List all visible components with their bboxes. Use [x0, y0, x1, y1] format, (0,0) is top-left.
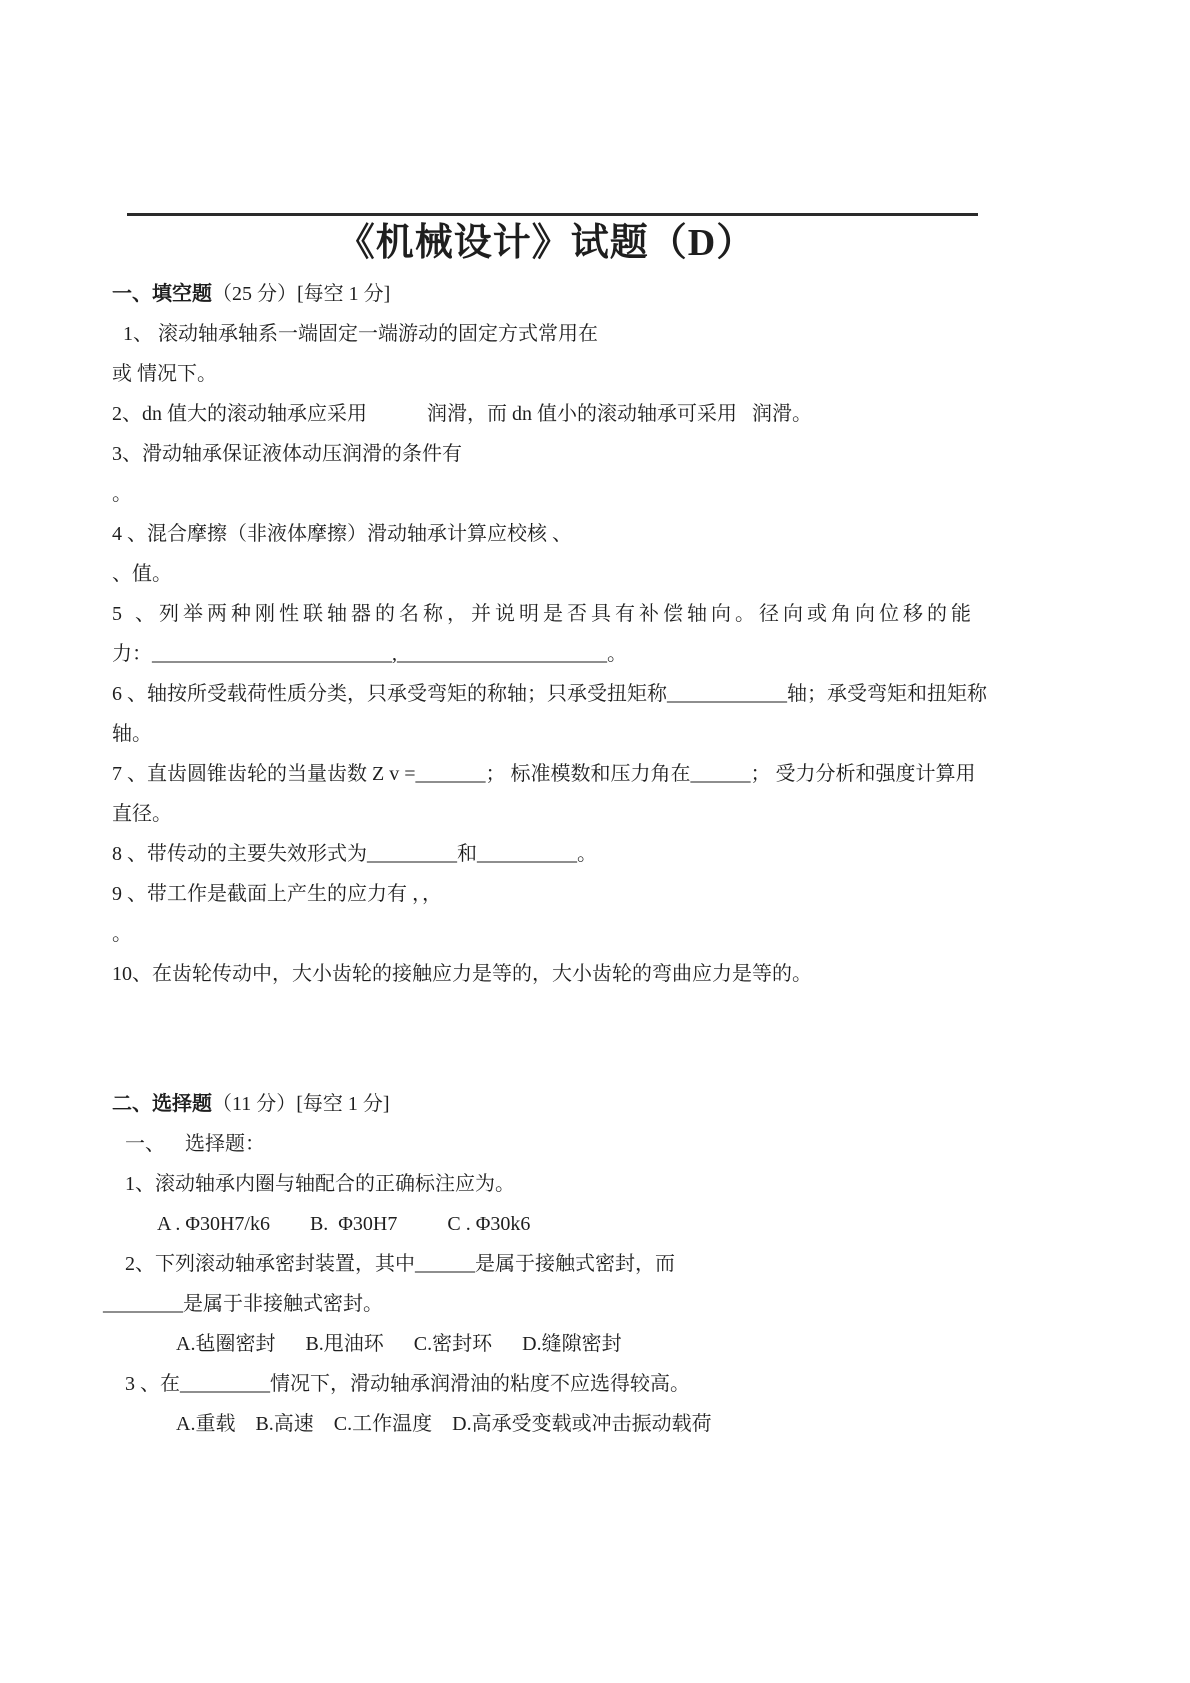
section2-heading-points: （11 分）[每空 1 分] — [212, 1093, 390, 1115]
section1-heading — [112, 274, 980, 314]
section1-heading-label: 一、填空题 — [112, 283, 212, 305]
s1-question9-line1: 9 、带工作是截面上产生的应力有 ，， — [112, 883, 442, 905]
s1-question9-line2: 。 — [112, 923, 132, 945]
s1-question2: 2、dn 值大的滚动轴承应采用 润滑，而 dn 值小的滚动轴承可采用 润滑。 — [112, 403, 812, 425]
s1-question7-line1: 7 、直齿圆锥齿轮的当量齿数 Z v =_______； 标准模数和压力角在______； 受力分析和强度计算用 — [112, 763, 976, 785]
s1-question3-line2: 。 — [112, 483, 132, 505]
exam-title: 《机械设计》试题（D） — [336, 222, 756, 264]
page-content — [103, 213, 987, 1444]
s1-question6-line1: 6 、轴按所受载荷性质分类，只承受弯矩的称轴；只承受扭矩称____________轴；承受弯矩和扭矩称 — [112, 683, 987, 705]
s2-question3: 3 、在_________情况下，滑动轴承润滑油的粘度不应选得较高。 — [125, 1373, 690, 1395]
s2-question1: 1、滚动轴承内圈与轴配合的正确标注应为。 — [125, 1173, 515, 1195]
s1-question5-line2: 力：________________________,_____________________。 — [112, 643, 627, 665]
s1-question4-line1: 4 、混合摩擦（非液体摩擦）滑动轴承计算应校核 、 — [112, 523, 572, 545]
s2-question1-options: A . Φ30H7/k6 B. Φ30H7 C . Φ30k6 — [157, 1213, 531, 1235]
s1-question5-line1: 5 、列举两种刚性联轴器的名称，并说明是否具有补偿轴向。径向或角向位移的能 — [112, 603, 975, 625]
s1-question7-line2: 直径。 — [112, 803, 172, 825]
s2-subheading: 一、 选择题： — [125, 1133, 265, 1155]
s2-question2-options: A.毡圈密封 B.甩油环 C.密封环 D.缝隙密封 — [176, 1333, 622, 1355]
title-rule — [127, 213, 978, 216]
s1-question1-line1: 1、 滚动轴承轴系一端固定一端游动的固定方式常用在 — [123, 323, 598, 345]
section2-heading-label: 二、选择题 — [112, 1093, 212, 1115]
section1-heading-points: （25 分）[每空 1 分] — [212, 283, 391, 305]
s2-question2-line2: ________是属于非接触式密封。 — [103, 1293, 383, 1315]
section2-heading — [112, 1084, 980, 1124]
s1-question8: 8 、带传动的主要失效形式为_________和__________。 — [112, 843, 597, 865]
s1-question10: 10、在齿轮传动中，大小齿轮的接触应力是等的，大小齿轮的弯曲应力是等的。 — [112, 963, 812, 985]
s1-question1-line2: 或 情况下。 — [112, 363, 217, 385]
s2-question2-line1: 2、下列滚动轴承密封装置，其中______是属于接触式密封，而 — [125, 1253, 675, 1275]
s1-question3-line1: 3、滑动轴承保证液体动压润滑的条件有 — [112, 443, 462, 465]
s1-question4-line2: 、值。 — [112, 563, 172, 585]
s1-question6-line2: 轴。 — [112, 723, 152, 745]
s2-question3-options: A.重载 B.高速 C.工作温度 D.高承受变载或冲击振动载荷 — [176, 1413, 712, 1435]
